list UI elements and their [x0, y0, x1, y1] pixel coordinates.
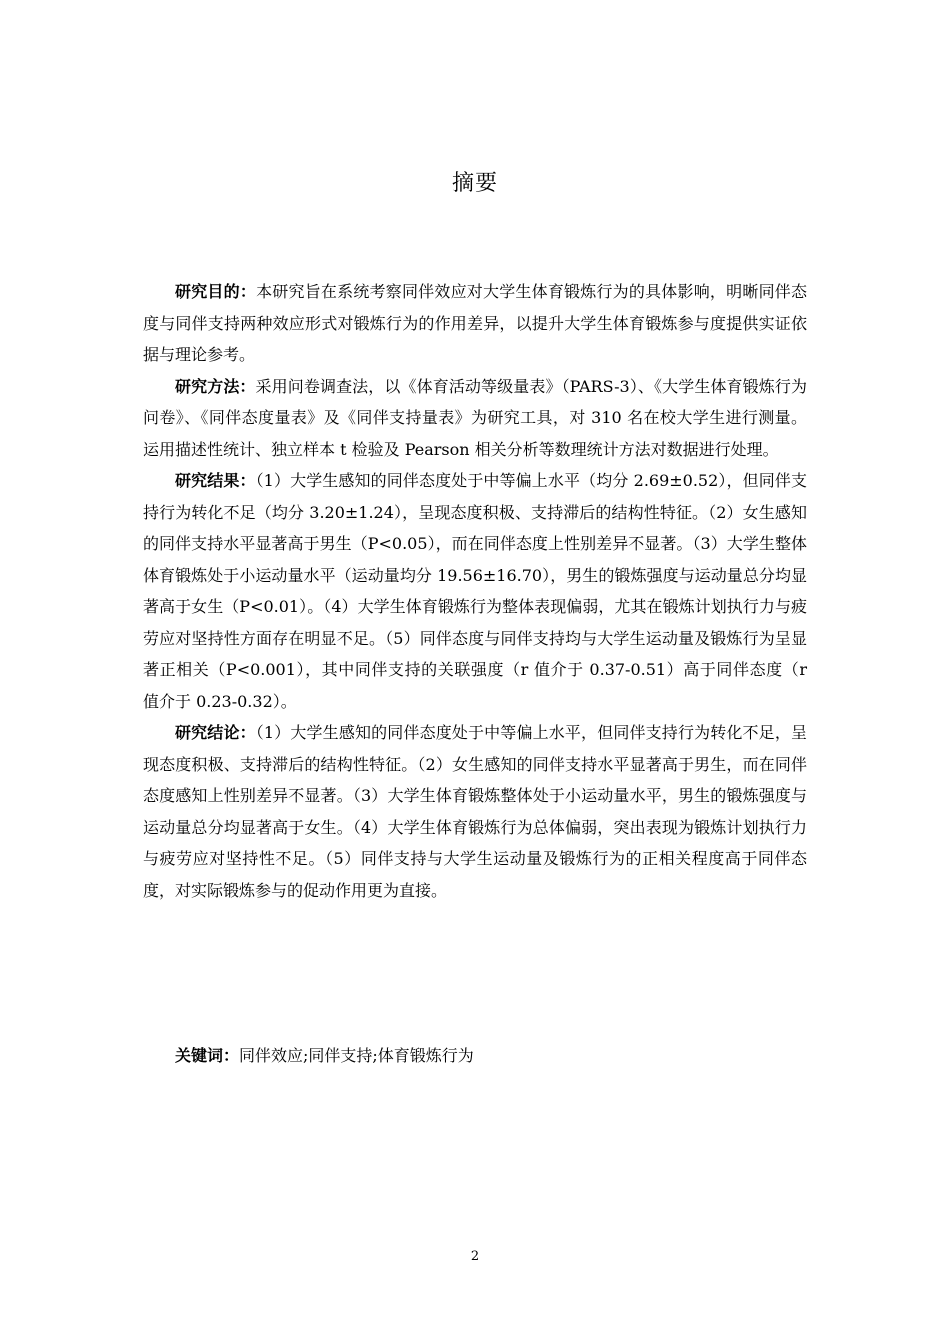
abstract-title: 摘要 — [451, 171, 498, 196]
section-results — [143, 465, 807, 717]
section-objective-text: 本研究旨在系统考察同伴效应对大学生体育锻炼行为的具体影响，明晰同伴态度与同伴支持两种效应形式对锻炼行为的作用差异，以提升大学生体育锻炼参与度提供实证依据与理论参考。 — [143, 282, 807, 364]
section-methods-text: 采用问卷调查法，以《体育活动等级量表》（PARS-3）、《大学生体育锻炼行为问卷》、《同伴态度量表》及《同伴支持量表》为研究工具，对 310 名在校大学生进行测量。运用描述性统计、独立样本 t 检验及 Pearson 相关分析等数理统计方法对数据进行处理。 — [143, 376, 807, 459]
page-number: 2 — [470, 1249, 480, 1264]
section-objective — [143, 276, 807, 371]
section-conclusions-text: （1）大学生感知的同伴态度处于中等偏上水平，但同伴支持行为转化不足，呈现态度积极、支持滞后的结构性特征。（2）女生感知的同伴支持水平显著高于男生，而在同伴态度感知上性别差异不显著。（3）大学生体育锻炼整体处于小运动量水平，男生的锻炼强度与运动量总分均显著高于女生。（4）大学生体育锻炼行为总体偏弱，突出表现为锻炼计划执行力与疲劳应对坚持性不足。（5）同伴支持与大学生运动量及锻炼行为的正相关程度高于同伴态度，对实际锻炼参与的促动作用更为直接。 — [143, 723, 807, 900]
section-objective-label: 研究目的： — [175, 282, 257, 301]
section-conclusions — [143, 717, 807, 906]
abstract-body — [143, 276, 807, 906]
section-results-text: （1）大学生感知的同伴态度处于中等偏上水平（均分 2.69±0.52），但同伴支持行为转化不足（均分 3.20±1.24），呈现态度积极、支持滞后的结构性特征。（2）女生感知的同伴支持水平显著高于男生（P<0.05），而在同伴态度上性别差异不显著。（3）大学生整体体育锻炼处于小运动量水平（运动量均分 19.56±16.70），男生的锻炼强度与运动量总分均显著高于女生（P<0.01）。（4）大学生体育锻炼行为整体表现偏弱，尤其在锻炼计划执行力与疲劳应对坚持性方面存在明显不足。（5）同伴态度与同伴支持均与大学生运动量及锻炼行为呈显著正相关（P<0.001），其中同伴支持的关联强度（r 值介于 0.37-0.51）高于同伴态度（r 值介于 0.23-0.32）。 — [143, 471, 807, 711]
section-conclusions-label: 研究结论： — [175, 723, 256, 742]
keywords-text: 同伴效应;同伴支持;体育锻炼行为 — [239, 1046, 474, 1065]
section-methods — [143, 371, 807, 466]
section-results-label: 研究结果： — [175, 471, 256, 490]
section-methods-label: 研究方法： — [175, 376, 256, 396]
keywords-line — [143, 1040, 807, 1072]
keywords-label: 关键词： — [175, 1046, 240, 1065]
